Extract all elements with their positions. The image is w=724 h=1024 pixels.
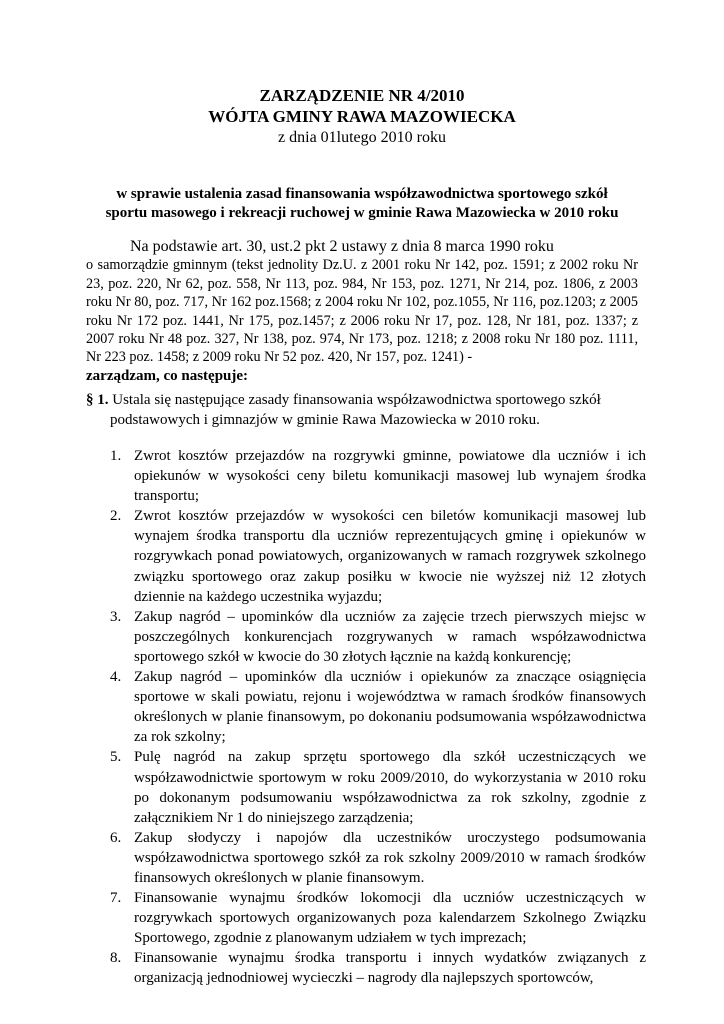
list-item-text: Pulę nagród na zakup sprzętu sportowego dla szkół uczestniczących we współzawodnictwie sportowym w roku 2009/2010, do wykorzystania w 2010 roku po dokonanym podsumowaniu współzawodnictwa za rok szkolny, zgodnie z załącznikiem Nr 1 do niniejszego zarządzenia; (134, 749, 646, 826)
legal-basis-lead: Na podstawie art. 30, ust.2 pkt 2 ustawy z dnia 8 marca 1990 roku (130, 238, 554, 255)
issuer-title: WÓJTA GMINY RAWA MAZOWIECKA (208, 107, 516, 126)
paragraph-1-line-2: podstawowych i gimnazjów w gminie Rawa Mazowiecka w 2010 roku. (110, 412, 540, 428)
list-item-number: 4. (110, 669, 122, 686)
paragraph-symbol: § 1. (86, 392, 109, 408)
list-item (86, 607, 646, 667)
list-item (86, 446, 646, 506)
list-item-text: Finansowanie wynajmu środka transportu i innych wydatków związanych z organizacją jednodniowej wycieczki – nagrody dla najlepszych sportowców, (134, 950, 646, 987)
list-item-number: 1. (110, 448, 122, 464)
document-date: z dnia 01lutego 2010 roku (278, 129, 446, 146)
list-item (86, 828, 646, 888)
rules-list (86, 446, 646, 989)
legal-basis (86, 238, 638, 385)
document-title: ZARZĄDZENIE NR 4/2010 (259, 86, 465, 105)
list-item-number: 3. (110, 608, 122, 625)
list-item-text: Zakup nagród – upominków dla uczniów za zajęcie trzech pierwszych miejsc w poszczególnych konkurencjach rozgrywanych w ramach współzawodnictwa sportowego szkół w kwocie do 30 złotych łącznie na każdą konkurencję; (134, 608, 646, 665)
list-item-number: 5. (110, 749, 122, 766)
list-item-number: 6. (110, 829, 122, 846)
list-item-text: Zwrot kosztów przejazdów na rozgrywki gminne, powiatowe dla uczniów i ich opiekunów w wysokości ceny biletu komunikacji masowej lub wynajem środka transportu; (134, 448, 646, 505)
list-item (86, 747, 646, 827)
subject-line-2: sportu masowego i rekreacji ruchowej w gminie Rawa Mazowiecka w 2010 roku (105, 205, 619, 221)
list-item-text: Zwrot kosztów przejazdów w wysokości cen biletów komunikacji masowej lub wynajem środka transportu dla uczniów reprezentujących gminę i opiekunów w rozgrywkach ponad powiatowych, organizowanych w ramach rozgrywek szkolnego związku sportowego oraz zakup posiłku w kwocie nie wyższej niż 12 złotych dziennie na każdego uczestnika wyjazdu; (134, 508, 646, 605)
list-item (86, 948, 646, 988)
list-item-number: 7. (110, 890, 122, 907)
list-item-text: Zakup słodyczy i napojów dla uczestników uroczystego podsumowania współzawodnictwa sportowego szkół za rok szkolny 2009/2010 w ramach środków finansowych określonych w planie finansowym. (134, 829, 646, 886)
list-item (86, 667, 646, 747)
list-item-number: 8. (110, 950, 122, 967)
conclusion: zarządzam, co następuje: (86, 367, 249, 384)
paragraph-1-line-1: Ustala się następujące zasady finansowania współzawodnictwa sportowego szkół (112, 392, 601, 408)
paragraph-1 (86, 390, 646, 430)
list-item-text: Zakup nagród – upominków dla uczniów i opiekunów za znaczące osiągnięcia sportowe w skali powiatu, rejonu i województwa w ramach środków finansowych określonych w planie finansowym, po dokonaniu podsumowania współzawodnictwa za rok szkolny; (134, 669, 646, 746)
subject-line-1: w sprawie ustalenia zasad finansowania współzawodnictwa sportowego szkół (116, 186, 608, 202)
list-item-text: Finansowanie wynajmu środków lokomocji dla uczniów uczestniczących w rozgrywkach sportowych organizowanych poza kalendarzem Szkolnego Związku Sportowego, zgodnie z planowanym udziałem w tych imprezach; (134, 890, 646, 947)
list-item (86, 888, 646, 948)
list-item (86, 506, 646, 606)
legal-basis-body: o samorządzie gminnym (tekst jednolity Dz.U. z 2001 roku Nr 142, poz. 1591; z 2002 roku Nr 23, poz. 220, Nr 62, poz. 558, Nr 113, poz. 984, Nr 153, poz. 1271, Nr 214, poz. 1806, z 2003 roku Nr 80, poz. 717, Nr 162 poz.1568; z 2004 roku Nr 102, poz.1055, Nr 116, poz.1203; z 2005 roku Nr 172 poz. 1441, Nr 175, poz.1457; z 2006 roku Nr 17, poz. 128, Nr 181, poz. 1337; z 2007 roku Nr 48 poz. 327, Nr 138, poz. 974, Nr 173, poz. 1218; z 2008 roku Nr 180 poz. 1111, Nr 223 poz. 1458; z 2009 roku Nr 52 poz. 420, Nr 157, poz. 1241) - (86, 257, 638, 366)
list-item-number: 2. (110, 508, 122, 525)
document-subject (70, 185, 654, 223)
